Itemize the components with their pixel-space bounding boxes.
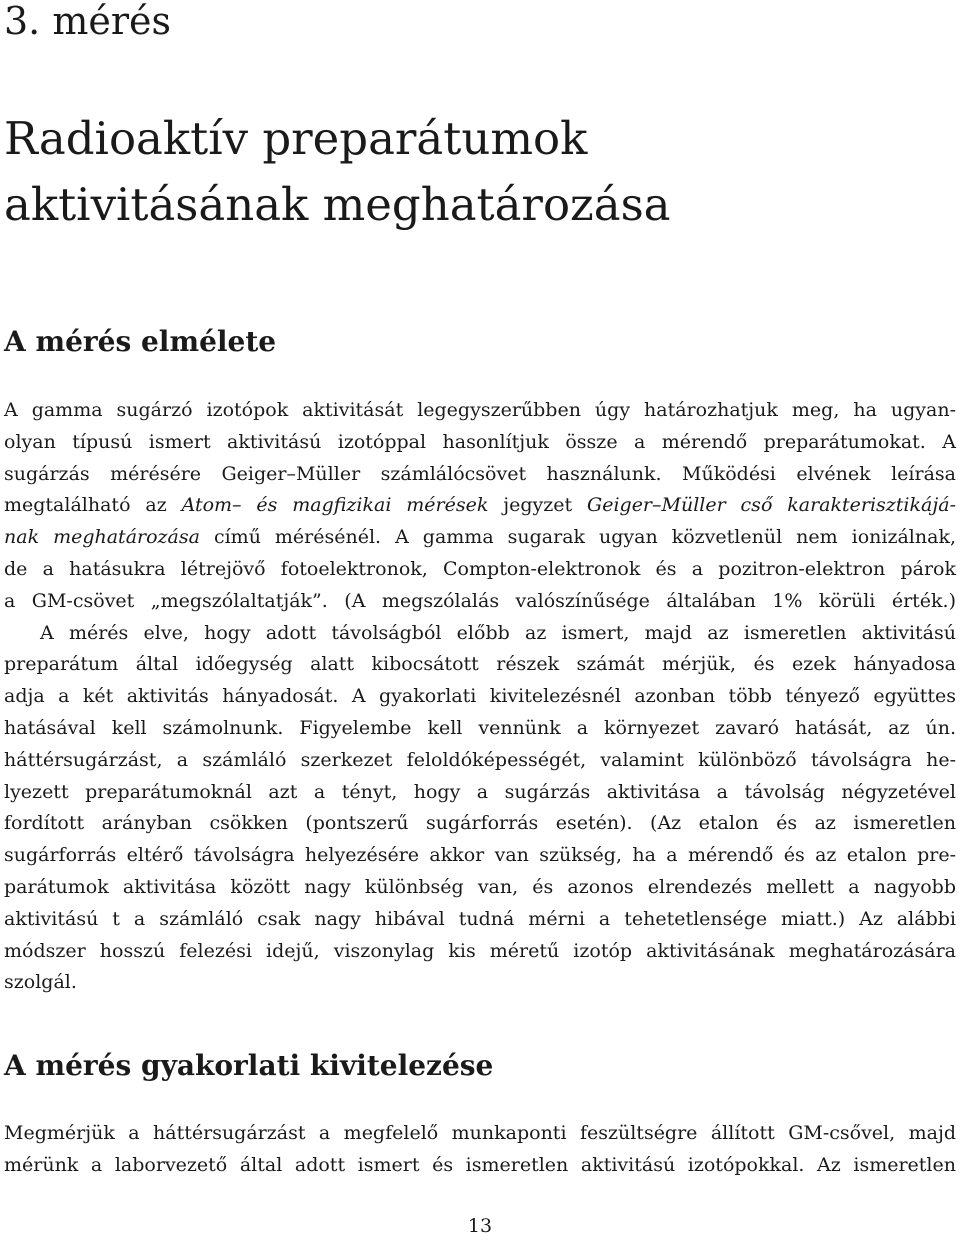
practice-text bbox=[4, 1118, 956, 1182]
text-line: hatásával kell számolnunk. Figyelembe kell vennünk a környezet zavaró hatását, az ún. bbox=[4, 716, 956, 739]
text-line-last: szolgál. bbox=[4, 971, 77, 994]
text-run: megtalálható az bbox=[4, 494, 182, 517]
text-line bbox=[4, 522, 956, 554]
paragraph-start-line: A mérés elve, hogy adott távolságból előbb az ismert, majd az ismeretlen aktivitású bbox=[40, 621, 956, 644]
text-line: fordított arányban csökken (pontszerű sugárforrás esetén). (Az etalon és az ismeretlen bbox=[4, 812, 956, 835]
text-line: de a hatásukra létrejövő fotoelektronok, Compton-elektronok és a pozitron-elektron párok bbox=[4, 557, 956, 580]
text-line: A gamma sugárzó izotópok aktivitását legegyszerűbben úgy határozhatjuk meg, ha ugyan- bbox=[4, 399, 956, 421]
text-line: a GM-csövet „megszólaltatják”. (A megszólalás valószínűsége általában 1% körüli érték.) bbox=[4, 589, 956, 612]
chapter-label: 3. mérés bbox=[4, 0, 172, 43]
text-line: aktivitású t a számláló csak nagy hibával tudná mérni a tehetetlensége miatt.) Az alábbi bbox=[4, 907, 956, 930]
text-line: háttérsugárzást, a számláló szerkezet feloldóképességét, valamint különböző távolságra he- bbox=[4, 748, 956, 771]
text-line: parátumok aktivitása között nagy különbség van, és azonos elrendezés mellett a nagyobb bbox=[4, 875, 956, 898]
text-line: lyezett preparátumoknál azt a tényt, hogy a sugárzás aktivitása a távolság négyzetével bbox=[4, 780, 956, 803]
theory-text bbox=[4, 395, 956, 999]
document-title bbox=[4, 106, 944, 238]
page-number: 13 bbox=[467, 1215, 493, 1237]
text-line: módszer hosszú felezési idejű, viszonylag kis méretű izotóp aktivitásának meghatározására bbox=[4, 939, 956, 962]
text-line: preparátum által időegység alatt kibocsátott részek számát mérjük, és ezek hányadosa bbox=[4, 653, 956, 676]
text-run: című mérésénél. A gamma sugarak ugyan közvetlenül nem ionizálnak, bbox=[199, 526, 957, 549]
experiment-title-italic: nak meghatározása bbox=[4, 526, 200, 549]
text-line: olyan típusú ismert aktivitású izotóppal hasonlítjuk össze a mérendő preparátumokat. A bbox=[4, 430, 956, 453]
section-heading-practice: A mérés gyakorlati kivitelezése bbox=[4, 1049, 494, 1082]
text-line: mérünk a laborvezető által adott ismert és ismeretlen aktivitású izotópokkal. Az ismeretlen bbox=[4, 1153, 956, 1176]
book-title-italic: Atom– és magfizikai mérések bbox=[181, 494, 489, 517]
experiment-title-italic: Geiger–Müller cső karakterisztikájá- bbox=[587, 494, 956, 517]
text-line bbox=[4, 490, 956, 522]
text-line: sugárforrás eltérő távolságra helyezésére akkor van szükség, ha a mérendő és az etalon pre- bbox=[4, 844, 956, 867]
text-line: sugárzás mérésére Geiger–Müller számlálócsövet használunk. Működési elvének leírása bbox=[4, 462, 956, 485]
text-line: Megmérjük a háttérsugárzást a megfelelő munkaponti feszültségre állított GM-csővel, majd bbox=[4, 1122, 956, 1144]
text-line: adja a két aktivitás hányadosát. A gyakorlati kivitelezésnél azonban több tényező együttes bbox=[4, 685, 956, 708]
document-title-line-1: Radioaktív preparátumok bbox=[4, 112, 588, 165]
text-run: jegyzet bbox=[488, 494, 588, 517]
document-title-line-2: aktivitásának meghatározása bbox=[4, 178, 671, 231]
section-heading-theory: A mérés elmélete bbox=[4, 325, 277, 358]
